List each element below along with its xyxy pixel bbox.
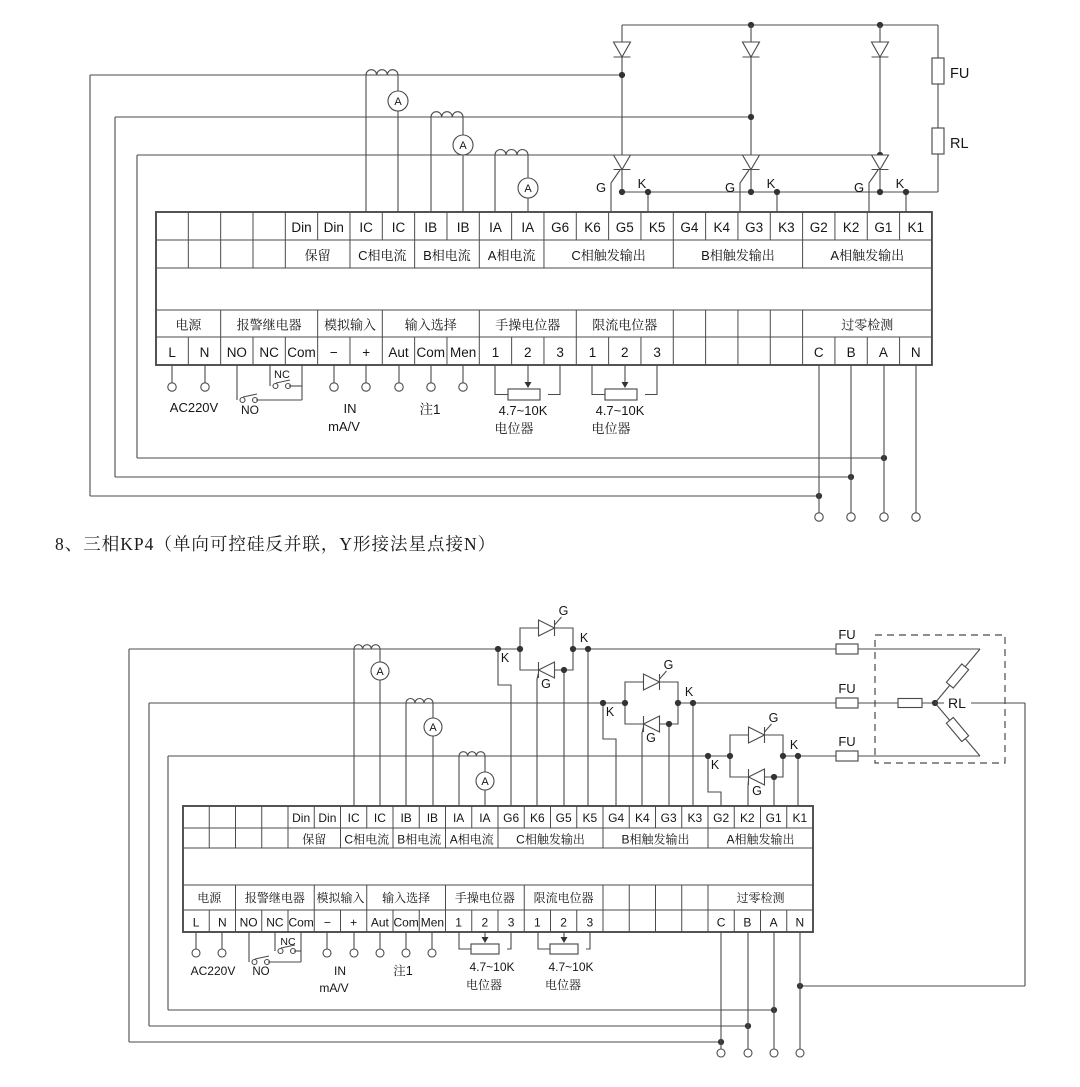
- terminal-circle: [395, 383, 403, 391]
- ct-coil-icon: [354, 645, 380, 649]
- potentiometer-icon: [471, 944, 499, 954]
- fuse-label: FU: [838, 734, 856, 749]
- wire: [548, 365, 560, 395]
- terminal-label: Men: [450, 345, 477, 360]
- wiper-arrow: [561, 937, 568, 943]
- wiper-arrow: [525, 382, 532, 388]
- wiper-arrow: [482, 937, 489, 943]
- junction-dot: [619, 189, 625, 195]
- terminal-label: N: [199, 345, 210, 360]
- terminal-group-label: 报警继电器: [244, 891, 305, 905]
- terminal-label: B: [846, 345, 856, 360]
- fuse-label: FU: [838, 681, 856, 696]
- terminal-label: 1: [491, 345, 500, 360]
- terminal-circle: [402, 949, 410, 957]
- terminal-circle: [459, 383, 467, 391]
- contact-circle: [278, 949, 283, 954]
- terminal-label: K2: [740, 811, 755, 825]
- terminal-label: N: [218, 915, 227, 930]
- terminal-label: 2: [524, 345, 532, 360]
- terminal-group-label: 模拟输入: [323, 317, 376, 333]
- fuse-icon: [836, 698, 858, 708]
- gate-label: G: [663, 658, 674, 672]
- ammeter-label: A: [429, 722, 437, 734]
- terminal-group-label: 保留: [304, 248, 331, 263]
- ct-coil-icon: [495, 150, 528, 155]
- thyristor-icon: [644, 674, 660, 690]
- contact-arm: [243, 394, 257, 397]
- gate-label: G: [558, 604, 569, 618]
- terminal-label: IB: [400, 811, 412, 825]
- wire: [538, 932, 550, 949]
- junction-dot: [570, 646, 576, 652]
- terminal-group-label: 过零检测: [736, 891, 785, 905]
- terminal-circle: [330, 383, 338, 391]
- terminal-label: G6: [551, 220, 570, 235]
- terminal-label: K3: [687, 811, 703, 825]
- ct-coil-icon: [459, 752, 485, 756]
- terminal-label: −: [323, 915, 331, 930]
- terminal-label: K4: [713, 220, 731, 235]
- terminal-group-label: 限流电位器: [533, 891, 594, 905]
- terminal-label: IB: [456, 220, 470, 235]
- terminal-label: G4: [608, 811, 625, 825]
- terminal-label: G6: [503, 811, 520, 825]
- terminal-label: 1: [534, 915, 541, 930]
- analog-in-label: IN: [334, 964, 346, 978]
- terminal-group-label: C相电流: [358, 248, 407, 263]
- load-boundary-box: [875, 635, 1005, 763]
- terminal-group-label: 限流电位器: [592, 317, 658, 333]
- pot-name-label: 电位器: [591, 421, 631, 436]
- terminal-group-label: 过零检测: [841, 317, 894, 333]
- terminal-label: Com: [393, 915, 419, 930]
- cathode-label: K: [895, 176, 905, 191]
- junction-dot: [622, 700, 628, 706]
- terminal-group-label: A相电流: [449, 832, 494, 847]
- terminal-label: K6: [584, 220, 601, 235]
- terminal-group-label: B相电流: [397, 832, 442, 847]
- terminal-label: K1: [792, 811, 808, 825]
- load-resistor-icon: [946, 664, 968, 688]
- terminal-label: A: [878, 345, 888, 360]
- gate-label: G: [724, 180, 736, 195]
- gate-label: G: [595, 180, 607, 195]
- gate-wire: [869, 170, 878, 212]
- terminal-label: G2: [809, 220, 828, 235]
- terminal-circle: [847, 513, 855, 521]
- terminal-group-label: 输入选择: [382, 891, 431, 905]
- fuse-label: FU: [838, 627, 856, 642]
- load-label: RL: [948, 695, 966, 711]
- terminal-group-label: 报警继电器: [236, 317, 302, 333]
- gate-wire: [555, 617, 562, 625]
- terminal-label: IC: [347, 811, 360, 825]
- junction-dot: [517, 646, 523, 652]
- gate-wire: [660, 671, 667, 679]
- terminal-label: Aut: [388, 345, 409, 360]
- diode-icon: [872, 42, 889, 57]
- junction-dot: [675, 700, 681, 706]
- terminal-label: N: [795, 915, 805, 930]
- pot-name-label: 电位器: [465, 978, 503, 992]
- terminal-label: 2: [481, 915, 489, 930]
- terminal-circle: [376, 949, 384, 957]
- contact-circle: [240, 398, 245, 403]
- terminal-label: Com: [287, 345, 316, 360]
- terminal-label: 1: [588, 345, 597, 360]
- cathode-label: K: [710, 758, 720, 772]
- ammeter-label: A: [481, 776, 489, 788]
- terminal-group-label: A相触发输出: [726, 832, 795, 847]
- terminal-label: Din: [291, 220, 312, 235]
- analog-in-label: IN: [343, 401, 357, 416]
- terminal-label: G1: [874, 220, 893, 235]
- terminal-group-label: 电源: [175, 317, 202, 333]
- terminal-group-label: C相触发输出: [571, 248, 646, 263]
- thyristor-icon: [539, 662, 555, 678]
- cathode-label: K: [579, 631, 589, 645]
- ct-coil-icon: [366, 70, 398, 75]
- terminal-label: 2: [621, 345, 629, 360]
- analog-unit-label: mA/V: [319, 981, 349, 995]
- wire: [507, 932, 511, 949]
- terminal-circle: [192, 949, 200, 957]
- terminal-label: IB: [426, 811, 439, 825]
- thyristor-icon: [743, 155, 760, 170]
- junction-dot: [619, 72, 625, 78]
- terminal-label: 3: [556, 345, 564, 360]
- note-label: 注1: [419, 402, 441, 417]
- wire: [592, 365, 605, 395]
- wire: [645, 365, 657, 395]
- contact-circle: [273, 384, 278, 389]
- cathode-label: K: [637, 176, 647, 191]
- ac-voltage-label: AC220V: [169, 400, 219, 415]
- terminal-label: −: [329, 345, 338, 360]
- terminal-circle: [796, 1049, 804, 1057]
- terminal-label: Din: [318, 811, 337, 825]
- terminal-label: K5: [582, 811, 598, 825]
- gate-wire: [642, 727, 644, 806]
- potentiometer-icon: [605, 389, 637, 400]
- ammeter-label: A: [524, 183, 532, 195]
- terminal-circle: [350, 949, 358, 957]
- terminal-group-label: 模拟输入: [316, 891, 365, 905]
- terminal-label: NO: [226, 345, 247, 360]
- terminal-circle: [744, 1049, 752, 1057]
- terminal-label: Din: [323, 220, 344, 235]
- terminal-label: NC: [259, 345, 279, 360]
- terminal-label: NO: [239, 915, 258, 930]
- terminal-circle: [428, 949, 436, 957]
- pot-name-label: 电位器: [494, 421, 534, 436]
- gate-wire: [537, 673, 539, 806]
- terminal-label: B: [743, 915, 752, 930]
- terminal-label: IC: [359, 220, 373, 235]
- contact-circle: [252, 960, 257, 965]
- terminal-label: IA: [521, 220, 535, 235]
- junction-dot: [585, 646, 591, 652]
- fuse-icon: [836, 644, 858, 654]
- terminal-group-label: 手操电位器: [495, 317, 561, 333]
- pot-range-label: 4.7~10K: [498, 403, 548, 418]
- ct-coil-icon: [431, 112, 463, 117]
- diode-icon: [614, 42, 631, 57]
- terminal-label: IB: [424, 220, 438, 235]
- terminal-label: IA: [452, 811, 465, 825]
- junction-dot: [771, 774, 777, 780]
- terminal-label: K4: [635, 811, 650, 825]
- junction-dot: [727, 753, 733, 759]
- relay-nc-label: NC: [280, 936, 296, 948]
- gate-wire: [611, 170, 620, 212]
- ammeter-label: A: [376, 666, 384, 678]
- wire: [498, 649, 511, 806]
- terminal-group-label: A相电流: [487, 248, 536, 263]
- terminal-group-label: B相电流: [423, 248, 471, 263]
- thyristor-icon: [749, 727, 765, 743]
- gate-label: G: [752, 784, 762, 798]
- analog-unit-label: mA/V: [328, 419, 360, 434]
- gate-label: G: [768, 711, 779, 725]
- gate-wire: [748, 780, 749, 806]
- gate-label: G: [541, 677, 551, 691]
- terminal-circle: [362, 383, 370, 391]
- gate-label: G: [853, 180, 865, 195]
- diode-icon: [743, 42, 760, 57]
- thyristor-icon: [644, 716, 660, 732]
- junction-dot: [877, 189, 883, 195]
- terminal-group-label: 输入选择: [404, 317, 457, 333]
- wiper-arrow: [622, 382, 629, 388]
- fuse-icon: [932, 58, 944, 84]
- terminal-circle: [912, 513, 920, 521]
- terminal-circle: [880, 513, 888, 521]
- potentiometer-icon: [550, 944, 578, 954]
- fuse-label: FU: [950, 66, 970, 82]
- terminal-label: N: [910, 345, 921, 360]
- cathode-label: K: [766, 176, 776, 191]
- cathode-label: K: [605, 705, 615, 719]
- terminal-group-label: A相触发输出: [830, 248, 905, 263]
- load-resistor-icon: [898, 699, 922, 708]
- terminal-label: G3: [745, 220, 764, 235]
- load-resistor-icon: [946, 717, 968, 741]
- terminal-label: K3: [778, 220, 795, 235]
- terminal-label: 3: [586, 915, 594, 930]
- cathode-label: K: [789, 738, 799, 752]
- wire: [459, 932, 471, 949]
- terminal-circle: [323, 949, 331, 957]
- terminal-group-label: C相触发输出: [516, 832, 585, 847]
- ammeter-label: A: [394, 96, 402, 108]
- terminal-label: IC: [391, 220, 406, 235]
- terminal-group-label: 保留: [302, 832, 327, 847]
- load-resistor-icon: [932, 128, 944, 154]
- terminal-label: Com: [416, 345, 446, 360]
- ac-voltage-label: AC220V: [190, 964, 236, 978]
- pot-range-label: 4.7~10K: [469, 960, 515, 974]
- terminal-label: 2: [560, 915, 567, 930]
- load-label: RL: [950, 136, 969, 152]
- fuse-icon: [836, 751, 858, 761]
- terminal-group-label: 电源: [197, 891, 222, 905]
- pot-range-label: 4.7~10K: [548, 960, 594, 974]
- terminal-label: G4: [680, 220, 699, 235]
- terminal-label: NC: [266, 915, 284, 930]
- terminal-label: K2: [842, 220, 860, 235]
- terminal-group-label: 手操电位器: [454, 891, 515, 905]
- junction-dot: [690, 700, 696, 706]
- terminal-label: Com: [288, 915, 314, 930]
- terminal-label: A: [769, 915, 778, 930]
- terminal-circle: [815, 513, 823, 521]
- terminal-label: G5: [555, 811, 572, 825]
- relay-no-label: NO: [252, 966, 270, 978]
- terminal-label: G3: [660, 811, 677, 825]
- terminal-label: 1: [455, 915, 462, 930]
- junction-dot: [795, 753, 801, 759]
- terminal-circle: [427, 383, 435, 391]
- contact-arm: [255, 956, 269, 959]
- wire: [495, 365, 508, 395]
- pot-range-label: 4.7~10K: [595, 403, 645, 418]
- cathode-label: K: [500, 651, 510, 665]
- terminal-circle: [717, 1049, 725, 1057]
- terminal-circle: [168, 383, 176, 391]
- terminal-label: G1: [765, 811, 782, 825]
- terminal-label: Aut: [370, 915, 389, 930]
- terminal-label: K6: [530, 811, 545, 825]
- terminal-group-label: C相电流: [344, 832, 390, 847]
- terminal-label: K1: [907, 220, 925, 235]
- junction-dot: [748, 189, 754, 195]
- terminal-label: Din: [292, 811, 311, 825]
- terminal-label: L: [192, 915, 200, 930]
- gate-label: G: [646, 731, 656, 745]
- thyristor-icon: [539, 620, 555, 636]
- thyristor-icon: [872, 155, 889, 170]
- ct-coil-icon: [406, 699, 433, 704]
- relay-no-label: NO: [241, 403, 259, 417]
- terminal-label: K5: [648, 220, 666, 235]
- terminal-label: G2: [713, 811, 730, 825]
- terminal-label: 3: [653, 345, 661, 360]
- note-label: 注1: [393, 964, 413, 978]
- terminal-group-label: B相触发输出: [701, 248, 775, 263]
- thyristor-icon: [614, 155, 631, 170]
- terminal-label: L: [168, 345, 176, 360]
- pot-name-label: 电位器: [544, 978, 582, 992]
- terminal-label: C: [716, 915, 726, 930]
- terminal-label: 3: [507, 915, 515, 930]
- wire: [586, 932, 590, 949]
- ammeter-label: A: [459, 140, 467, 152]
- thyristor-icon: [749, 769, 765, 785]
- section-caption: 8、三相KP4（单向可控硅反并联，Y形接法星点接N）: [55, 534, 497, 554]
- terminal-label: IA: [489, 220, 502, 235]
- junction-dot: [748, 114, 754, 120]
- terminal-circle: [218, 949, 226, 957]
- junction-dot: [780, 753, 786, 759]
- terminal-label: +: [362, 345, 371, 360]
- gate-wire: [740, 170, 749, 212]
- cathode-label: K: [684, 685, 694, 699]
- terminal-label: C: [813, 345, 824, 360]
- terminal-circle: [770, 1049, 778, 1057]
- terminal-group-label: B相触发输出: [621, 832, 690, 847]
- terminal-label: IC: [373, 811, 386, 825]
- potentiometer-icon: [508, 389, 540, 400]
- terminal-label: IA: [479, 811, 491, 825]
- terminal-label: +: [350, 915, 358, 930]
- terminal-label: G5: [615, 220, 634, 235]
- terminal-label: Men: [420, 915, 445, 930]
- junction-dot: [666, 721, 672, 727]
- relay-nc-label: NC: [274, 369, 290, 381]
- junction-dot: [561, 667, 567, 673]
- terminal-circle: [201, 383, 209, 391]
- gate-wire: [765, 724, 772, 732]
